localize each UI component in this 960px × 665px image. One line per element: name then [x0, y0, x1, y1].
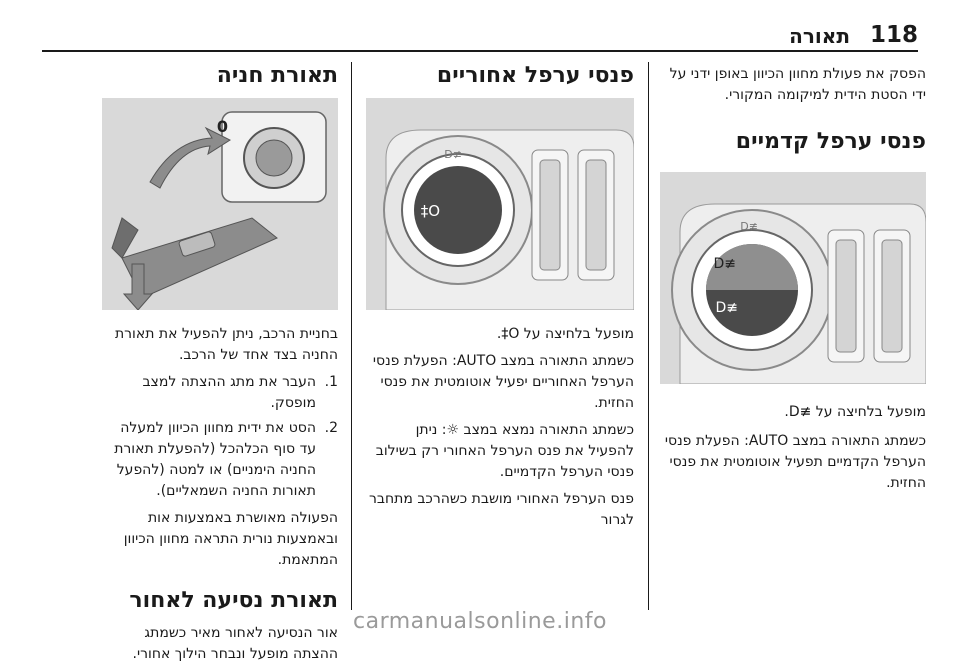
column-rear-fog	[366, 62, 634, 531]
column-parking-lights	[102, 62, 338, 665]
rear-fog-figure	[366, 98, 634, 310]
front-fog-heading: פנסי ערפל קדמיים	[735, 129, 926, 154]
section-title: תאורה	[789, 24, 850, 48]
list-item: 1. העבר את מתג ההצתה למצב מופסק.	[142, 374, 338, 411]
parking-confirmation: הפעולה מאושרת באמצעות אות ובאמצעות נורית התראה מחוון הכיוון המתאמת.	[123, 510, 338, 568]
header-rule	[42, 50, 918, 52]
svg-text:0: 0	[216, 117, 228, 136]
front-fog-figure	[660, 172, 926, 384]
parking-steps	[102, 372, 338, 502]
column-divider-right	[648, 62, 649, 610]
parking-lights-intro: בחניית הרכב, ניתן להפעיל את תאורת החניה בצד אחד של הרכב.	[114, 326, 338, 363]
reversing-lights-heading: תאורת נסיעה לאחור	[129, 588, 338, 613]
page-number: 118	[869, 22, 918, 48]
rear-fog-lowbeam-note: כשמתג התאורה נמצא במצב ⁠☼: ניתן להפעיל את פנס הערפל האחורי רק בשילוב פנסי הערפל הקדמיים.	[375, 422, 634, 480]
parking-lights-figure	[102, 98, 338, 310]
column-front-fog	[660, 62, 926, 494]
light-switch-illustration	[660, 172, 926, 384]
front-fog-icon: ≢D	[788, 404, 812, 420]
svg-text:O‡: O‡	[420, 202, 440, 220]
svg-text:≢D: ≢D	[444, 148, 462, 161]
parking-lights-heading: תאורת חניה	[216, 63, 338, 88]
reversing-lights-text: אור הנסיעה לאחור מאיר כשמתג ההצתה מופעל ונבחר הילוך אחורי.	[132, 625, 338, 662]
intro-paragraph: הפסק את פעולת מחוון הכיוון באופן ידני על ידי הסטת הידית למיקומה המקורי.	[669, 66, 926, 103]
rear-fog-icon: O‡	[501, 326, 520, 342]
watermark: carmanualsonline.info	[353, 609, 607, 634]
front-fog-activation: מופעל בלחיצה על ≢D.	[784, 404, 926, 420]
rear-fog-trailer-note: פנס הערפל האחורי מושבת כשהרכב מתחבר לגרור	[369, 491, 634, 528]
front-fog-auto-note: כשמתג התאורה במצב AUTO: הפעלת פנסי הערפל הקדמיים תפעיל אוטומטית את פנסי החזית.	[664, 433, 926, 491]
rear-fog-activation: מופעל בלחיצה על O‡.	[496, 326, 634, 342]
svg-text:≢D: ≢D	[713, 256, 736, 272]
svg-text:≢D: ≢D	[715, 300, 738, 316]
rear-fog-auto-note: כשמתג התאורה במצב AUTO: הפעלת פנסי הערפל האחוריים יפעיל אוטומטית את פנסי החזית.	[372, 353, 634, 411]
column-divider-left	[351, 62, 352, 610]
light-switch-illustration	[366, 98, 634, 310]
list-item: 2. הסט את ידית מחוון הכיוון למעלה עד סוף הכלהכל (להפעלת תאורת החניה הימניים) או למטה (להפעל תאורות החניה השמאליים).	[114, 420, 338, 499]
rear-fog-heading: פנסי ערפל אחוריים	[436, 63, 634, 88]
svg-text:≢D: ≢D	[740, 220, 758, 233]
turn-signal-lever-illustration	[102, 98, 338, 310]
